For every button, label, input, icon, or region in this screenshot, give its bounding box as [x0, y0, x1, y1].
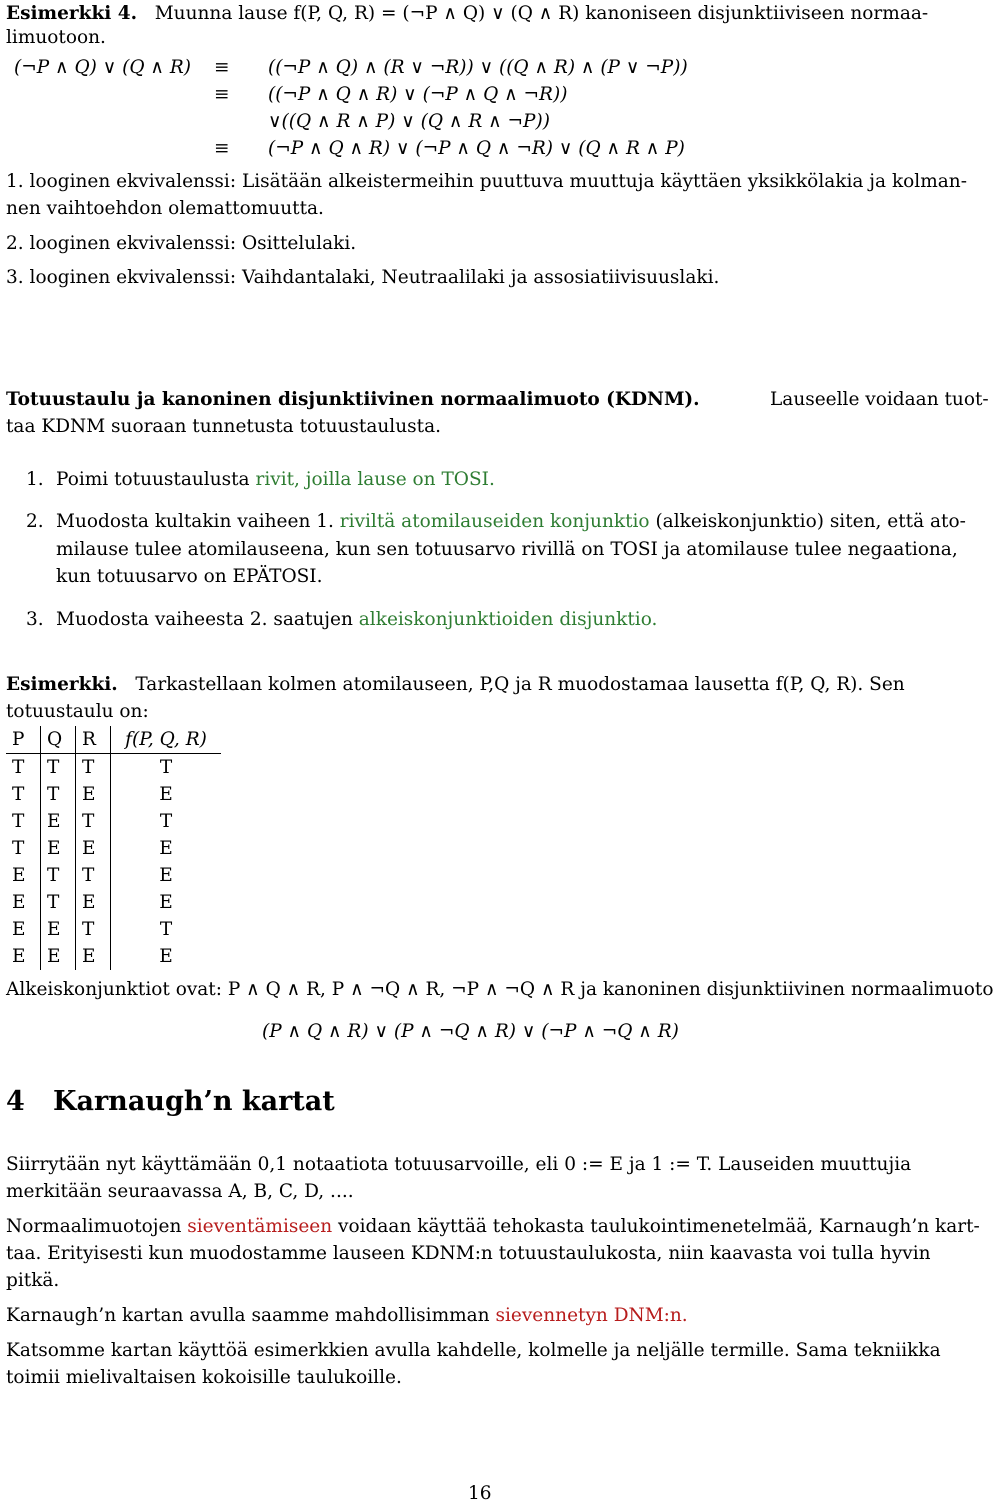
cell-f: E [111, 781, 222, 808]
header-q: Q [41, 726, 76, 754]
cell-q: E [41, 808, 76, 835]
step-1-number: 1. [26, 469, 44, 490]
equivalence-1-line1: 1. looginen ekvivalenssi: Lisätään alkeistermeihin puuttuva muuttuja käyttäen yksikkölakia ja kolman- [6, 171, 967, 192]
example-text: Tarkastellaan kolmen atomilauseen, P,Q ja R muodostamaa lausetta f(P, Q, R). Sen [135, 674, 905, 695]
cell-q: T [41, 754, 76, 782]
p3-text: Karnaugh’n kartan avulla saamme mahdollisimman [6, 1305, 496, 1326]
table-row [6, 916, 221, 943]
equiv-sign-2: ≡ [214, 84, 230, 105]
section4-p4-line1: Katsomme kartan käyttöä esimerkkien avulla kahdelle, kolmelle ja neljälle termille. Sama tekniikka [6, 1340, 941, 1361]
cell-r: T [76, 808, 111, 835]
kdnm-heading: Totuustaulu ja kanoninen disjunktiivinen normaalimuoto (KDNM). [6, 389, 700, 410]
table-row [6, 754, 221, 782]
cell-r: E [76, 889, 111, 916]
page-number: 16 [468, 1483, 492, 1504]
equivalence-1-line2: nen vaihtoehdon olemattomuutta. [6, 198, 324, 219]
p2-highlight: sieventämiseen [187, 1216, 333, 1237]
cell-r: T [76, 754, 111, 782]
cell-r: E [76, 835, 111, 862]
step-1 [26, 466, 495, 493]
step-2-text-a: Muodosta kultakin vaiheen 1. [56, 511, 340, 532]
cell-p: T [12, 811, 25, 832]
cell-q: E [41, 916, 76, 943]
table-row [6, 835, 221, 862]
cell-p: E [12, 865, 26, 886]
cell-f: T [111, 808, 222, 835]
section4-p2-line3: pitkä. [6, 1270, 60, 1291]
derivation-lhs: (¬P ∧ Q) ∨ (Q ∧ R) [14, 57, 191, 78]
example4-line1 [6, 0, 928, 27]
cell-p: E [12, 892, 26, 913]
cell-p: T [12, 784, 25, 805]
kdnm-text-line2: taa KDNM suoraan tunnetusta totuustaulusta. [6, 416, 441, 437]
cell-p: E [12, 919, 26, 940]
cell-f: E [111, 862, 222, 889]
cell-q: T [41, 781, 76, 808]
section-4-heading [6, 1088, 335, 1115]
kdnm-text-line1: Lauseelle voidaan tuot- [770, 389, 989, 410]
cell-r: E [76, 943, 111, 970]
cell-p: T [12, 757, 25, 778]
step-3-number: 3. [26, 609, 44, 630]
section-number: 4 [6, 1086, 25, 1117]
header-r: R [76, 726, 111, 754]
cell-p: T [12, 838, 25, 859]
cell-f: E [111, 943, 222, 970]
conjunctions-line: Alkeiskonjunktiot ovat: P ∧ Q ∧ R, P ∧ ¬Q ∧ R, ¬P ∧ ¬Q ∧ R ja kanoninen disjunktiivinen normaalimuoto [6, 979, 993, 1000]
example4-line2: limuotoon. [6, 27, 106, 48]
step-3-highlight: alkeiskonjunktioiden disjunktio. [358, 609, 658, 630]
equivalence-3: 3. looginen ekvivalenssi: Vaihdantalaki, Neutraalilaki ja assosiatiivisuuslaki. [6, 267, 720, 288]
cell-f: E [111, 835, 222, 862]
step-2-number: 2. [26, 511, 44, 532]
table-row [6, 862, 221, 889]
derivation-step3: (¬P ∧ Q ∧ R) ∨ (¬P ∧ Q ∧ ¬R) ∨ (Q ∧ R ∧ P) [268, 138, 685, 159]
derivation-step1: ((¬P ∧ Q) ∧ (R ∨ ¬R)) ∨ ((Q ∧ R) ∧ (P ∨ ¬P)) [268, 57, 688, 78]
equivalence-2: 2. looginen ekvivalenssi: Osittelulaki. [6, 233, 357, 254]
example-line2: totuustaulu on: [6, 701, 149, 722]
equiv-sign-1: ≡ [214, 57, 230, 78]
example4-heading: Esimerkki 4. [6, 3, 138, 24]
cell-r: T [76, 916, 111, 943]
derivation-step2: ((¬P ∧ Q ∧ R) ∨ (¬P ∧ Q ∧ ¬R)) [268, 84, 568, 105]
example-line1 [6, 671, 905, 698]
cell-f: T [111, 916, 222, 943]
header-f: f(P, Q, R) [111, 726, 222, 754]
truth-table-header [6, 726, 221, 754]
example-heading: Esimerkki. [6, 674, 118, 695]
example4-text: Muunna lause f(P, Q, R) = (¬P ∧ Q) ∨ (Q ∧ R) kanoniseen disjunktiiviseen normaa- [154, 3, 929, 24]
section4-p3 [6, 1302, 688, 1329]
step-3 [26, 606, 657, 633]
cell-q: T [41, 862, 76, 889]
step-2-line2: milause tulee atomilauseena, kun sen totuusarvo rivillä on TOSI ja atomilause tulee negaationa, [56, 539, 958, 560]
section4-p1-line1: Siirrytään nyt käyttämään 0,1 notaatiota totuusarvoille, eli 0 := E ja 1 := T. Lauseiden muuttujia [6, 1154, 912, 1175]
section4-p2-line1 [6, 1213, 980, 1240]
equiv-sign-3: ≡ [214, 138, 230, 159]
table-row [6, 781, 221, 808]
p2-text-c: voidaan käyttää tehokasta taulukointimenetelmää, Karnaugh’n kart- [332, 1216, 980, 1237]
step-2-line3: kun totuusarvo on EPÄTOSI. [56, 566, 323, 587]
table-row [6, 808, 221, 835]
step-2-text-c: (alkeiskonjunktio) siten, että ato- [649, 511, 966, 532]
cell-q: E [41, 943, 76, 970]
p3-highlight: sievennetyn DNM:n. [495, 1305, 688, 1326]
cell-r: E [76, 781, 111, 808]
step-2-highlight: riviltä atomilauseiden konjunktio [339, 511, 650, 532]
step-1-highlight: rivit, joilla lause on TOSI. [255, 469, 495, 490]
cell-q: T [41, 889, 76, 916]
truth-table [6, 726, 221, 970]
cell-q: E [41, 835, 76, 862]
step-3-text: Muodosta vaiheesta 2. saatujen [56, 609, 359, 630]
cell-f: E [111, 889, 222, 916]
table-row [6, 943, 221, 970]
section4-p2-line2: taa. Erityisesti kun muodostamme lauseen KDNM:n totuustaulukosta, niin kaavasta voi tulla hyvin [6, 1243, 931, 1264]
step-2-line1 [26, 508, 966, 535]
cell-f: T [111, 754, 222, 782]
table-row [6, 889, 221, 916]
step-1-text: Poimi totuustaulusta [56, 469, 256, 490]
section4-p1-line2: merkitään seuraavassa A, B, C, D, .... [6, 1181, 354, 1202]
derivation-step2-cont: ∨((Q ∧ R ∧ P) ∨ (Q ∧ R ∧ ¬P)) [268, 111, 550, 132]
kdnm-formula: (P ∧ Q ∧ R) ∨ (P ∧ ¬Q ∧ R) ∨ (¬P ∧ ¬Q ∧ R) [262, 1021, 679, 1042]
cell-p: E [12, 946, 26, 967]
kdnm-line1 [6, 386, 700, 413]
cell-r: T [76, 862, 111, 889]
p2-text-a: Normaalimuotojen [6, 1216, 188, 1237]
section-title: Karnaugh’n kartat [53, 1086, 335, 1117]
header-p: P [6, 726, 41, 754]
section4-p4-line2: toimii mielivaltaisen kokoisille taulukoille. [6, 1367, 402, 1388]
